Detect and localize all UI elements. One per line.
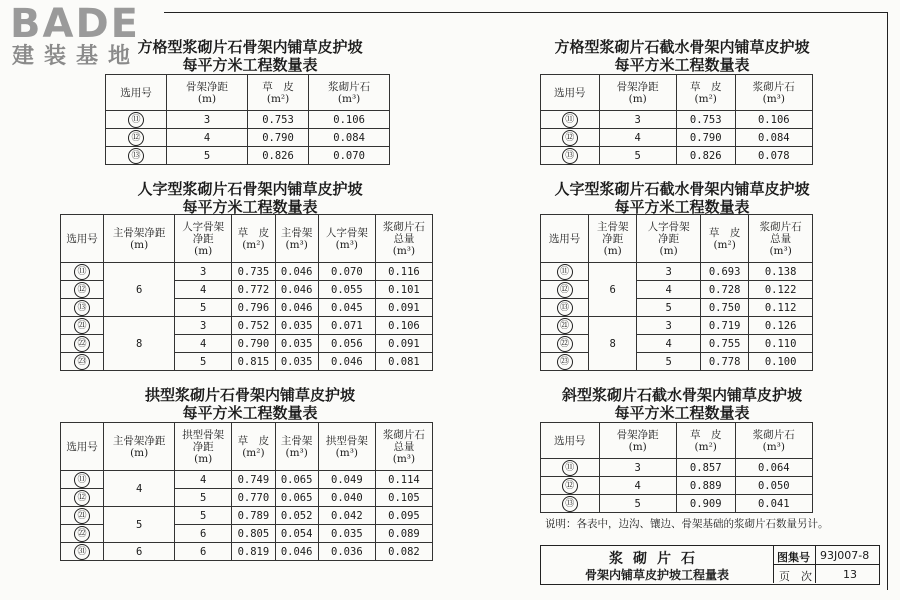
column-header: 选用号 — [541, 423, 600, 459]
value-cell: 0.070 — [318, 263, 375, 281]
value-cell: 0.082 — [375, 543, 432, 561]
value-cell: 0.084 — [309, 129, 390, 147]
value-cell: 5 — [175, 489, 232, 507]
table-title — [532, 180, 832, 216]
value-cell: 0.084 — [735, 129, 812, 147]
value-cell: 0.071 — [318, 317, 375, 335]
table-title-line2: 每平方米工程数量表 — [614, 198, 750, 216]
quantity-table-grid — [540, 74, 813, 165]
option-number-cell — [541, 263, 589, 281]
value-cell: 0.138 — [749, 263, 813, 281]
title-block-divider-v — [815, 546, 816, 583]
value-cell: 0.770 — [232, 489, 275, 507]
value-cell: 0.909 — [676, 495, 735, 513]
value-cell: 0.857 — [676, 459, 735, 477]
value-cell: 0.805 — [232, 525, 275, 543]
option-number: ⑪ — [74, 264, 90, 280]
value-cell: 0.112 — [749, 299, 813, 317]
value-cell: 0.753 — [247, 111, 308, 129]
option-number: ⑬ — [74, 300, 90, 316]
value-cell: 0.790 — [676, 129, 735, 147]
column-header: 主骨架 (m³) — [275, 423, 318, 471]
value-cell: 0.095 — [375, 507, 432, 525]
table-title-line2: 每平方米工程数量表 — [182, 198, 318, 216]
value-cell: 0.772 — [232, 281, 275, 299]
option-number: ⑪ — [74, 472, 90, 488]
option-number-cell — [61, 471, 104, 489]
main-spacing-cell: 6 — [104, 543, 175, 561]
column-header: 人字骨架 净距 (m) — [175, 215, 232, 263]
option-number: ⑬ — [562, 496, 578, 512]
value-cell: 5 — [637, 353, 701, 371]
option-number: ⑫ — [562, 130, 578, 146]
table-title — [532, 38, 832, 74]
table-title — [532, 386, 832, 422]
value-cell: 0.826 — [676, 147, 735, 165]
table-title — [100, 180, 400, 216]
table-row — [106, 147, 390, 165]
value-cell: 0.035 — [275, 353, 318, 371]
value-cell: 4 — [175, 471, 232, 489]
main-spacing-cell: 5 — [104, 507, 175, 543]
title-block — [540, 545, 880, 585]
column-header: 主骨架 (m³) — [275, 215, 318, 263]
value-cell: 0.819 — [232, 543, 275, 561]
option-number-cell — [541, 111, 600, 129]
value-cell: 0.735 — [232, 263, 275, 281]
value-cell: 5 — [637, 299, 701, 317]
value-cell: 3 — [599, 459, 676, 477]
title-block-name — [541, 546, 774, 583]
value-cell: 0.755 — [700, 335, 748, 353]
column-header: 浆砌片石 总量 (m³) — [749, 215, 813, 263]
value-cell: 4 — [175, 281, 232, 299]
table-row — [541, 129, 813, 147]
main-spacing-cell: 8 — [589, 317, 637, 371]
table-row — [61, 471, 433, 489]
value-cell: 0.065 — [275, 489, 318, 507]
option-number: ⑫ — [557, 282, 573, 298]
option-number: ㉓ — [74, 354, 90, 370]
atlas-label: 图集号 — [777, 551, 810, 564]
option-number-cell — [541, 335, 589, 353]
value-cell: 0.046 — [275, 263, 318, 281]
option-number: ㉒ — [74, 336, 90, 352]
option-number-cell — [541, 129, 600, 147]
value-cell: 0.040 — [318, 489, 375, 507]
table-row — [541, 281, 813, 299]
option-number-cell — [61, 353, 104, 371]
column-header: 骨架净距 (m) — [599, 423, 676, 459]
option-number-cell — [106, 111, 167, 129]
value-cell: 0.719 — [700, 317, 748, 335]
value-cell: 0.790 — [232, 335, 275, 353]
value-cell: 0.889 — [676, 477, 735, 495]
value-cell: 3 — [175, 317, 232, 335]
main-spacing-cell: 8 — [104, 317, 175, 371]
header-row — [61, 423, 433, 471]
option-number: ⑪ — [557, 264, 573, 280]
table-row — [541, 335, 813, 353]
option-number-cell — [61, 299, 104, 317]
value-cell: 4 — [175, 335, 232, 353]
value-cell: 0.728 — [700, 281, 748, 299]
table-row — [61, 507, 433, 525]
table-title-line2: 每平方米工程数量表 — [614, 404, 750, 422]
value-cell: 0.693 — [700, 263, 748, 281]
column-header: 主骨架净距 (m) — [104, 423, 175, 471]
table-title-line1: 方格型浆砌片石截水骨架内铺草皮护坡 — [554, 38, 810, 56]
value-cell: 0.750 — [700, 299, 748, 317]
table-row — [61, 263, 433, 281]
option-number: ⑫ — [562, 478, 578, 494]
table-title-line1: 人字型浆砌片石骨架内铺草皮护坡 — [137, 180, 363, 198]
herringbone-table-grid — [60, 214, 433, 371]
page-label: 页 次 — [779, 570, 812, 583]
header-row — [541, 423, 813, 459]
column-header: 草 皮 (m²) — [247, 75, 308, 111]
option-number: ⑪ — [562, 460, 578, 476]
value-cell: 0.046 — [275, 281, 318, 299]
option-number-cell — [61, 263, 104, 281]
table-title-line2: 每平方米工程数量表 — [182, 404, 318, 422]
header-row — [541, 75, 813, 111]
value-cell: 0.796 — [232, 299, 275, 317]
column-header: 草 皮 (m²) — [700, 215, 748, 263]
main-spacing-cell: 6 — [104, 263, 175, 317]
value-cell: 0.749 — [232, 471, 275, 489]
value-cell: 0.054 — [275, 525, 318, 543]
option-number: ⑬ — [557, 300, 573, 316]
column-header: 选用号 — [61, 215, 104, 263]
option-number-cell — [61, 507, 104, 525]
quantity-table-grid — [105, 74, 390, 165]
option-number: ㉒ — [74, 526, 90, 542]
page-value: 13 — [843, 568, 857, 581]
value-cell: 0.045 — [318, 299, 375, 317]
table-title-line2: 每平方米工程数量表 — [614, 56, 750, 74]
option-number-cell — [541, 495, 600, 513]
option-number-cell — [61, 525, 104, 543]
value-cell: 0.826 — [247, 147, 308, 165]
value-cell: 0.110 — [749, 335, 813, 353]
value-cell: 0.050 — [735, 477, 812, 495]
note-text: 说明：各表中，边沟、镶边、骨架基础的浆砌片石数量另计。 — [545, 518, 829, 530]
title-block-line1: 浆砌片石 — [609, 551, 705, 567]
value-cell: 0.789 — [232, 507, 275, 525]
value-cell: 0.056 — [318, 335, 375, 353]
value-cell: 0.106 — [735, 111, 812, 129]
table-row — [541, 147, 813, 165]
value-cell: 3 — [599, 111, 676, 129]
option-number: ⑫ — [74, 282, 90, 298]
header-row — [541, 215, 813, 263]
option-number-cell — [541, 459, 600, 477]
table-row — [61, 317, 433, 335]
column-header: 浆砌片石 总量 (m³) — [375, 423, 432, 471]
value-cell: 6 — [175, 543, 232, 561]
option-number-cell — [106, 129, 167, 147]
option-number-cell — [541, 353, 589, 371]
value-cell: 6 — [175, 525, 232, 543]
value-cell: 0.091 — [375, 299, 432, 317]
option-number: ⑫ — [74, 490, 90, 506]
table-row — [541, 317, 813, 335]
logo-sub-text: 建装基地 — [12, 44, 141, 69]
column-header: 选用号 — [541, 215, 589, 263]
title-block-line2: 骨架内铺草皮护坡工程量表 — [584, 568, 729, 582]
value-cell: 5 — [599, 147, 676, 165]
value-cell: 0.116 — [375, 263, 432, 281]
value-cell: 0.055 — [318, 281, 375, 299]
table-row — [106, 111, 390, 129]
value-cell: 0.046 — [275, 543, 318, 561]
option-number-cell — [106, 147, 167, 165]
table-row — [61, 543, 433, 561]
option-number: ⑬ — [128, 148, 144, 164]
table-row — [541, 263, 813, 281]
value-cell: 0.041 — [735, 495, 812, 513]
column-header: 选用号 — [541, 75, 600, 111]
table-title-line1: 拱型浆砌片石骨架内铺草皮护坡 — [144, 386, 355, 404]
value-cell: 0.752 — [232, 317, 275, 335]
option-number-cell — [61, 489, 104, 507]
value-cell: 4 — [637, 335, 701, 353]
column-header: 草 皮 (m²) — [232, 423, 275, 471]
column-header: 浆砌片石 (m³) — [309, 75, 390, 111]
atlas-value: 93J007-8 — [820, 549, 870, 562]
value-cell: 0.778 — [700, 353, 748, 371]
value-cell: 0.046 — [318, 353, 375, 371]
option-number: ㉒ — [557, 336, 573, 352]
option-number: ⑫ — [128, 130, 144, 146]
value-cell: 0.089 — [375, 525, 432, 543]
value-cell: 0.064 — [735, 459, 812, 477]
option-number: ㉑ — [74, 508, 90, 524]
value-cell: 4 — [599, 129, 676, 147]
column-header: 草 皮 (m²) — [676, 423, 735, 459]
header-row — [61, 215, 433, 263]
option-number-cell — [61, 317, 104, 335]
value-cell: 5 — [175, 353, 232, 371]
option-number-cell — [541, 477, 600, 495]
value-cell: 0.042 — [318, 507, 375, 525]
value-cell: 5 — [175, 507, 232, 525]
main-spacing-cell: 4 — [104, 471, 175, 507]
value-cell: 0.100 — [749, 353, 813, 371]
option-number-cell — [61, 543, 104, 561]
option-number-cell — [541, 317, 589, 335]
value-cell: 0.105 — [375, 489, 432, 507]
logo-main-text: BADE — [10, 1, 140, 47]
value-cell: 0.078 — [735, 147, 812, 165]
option-number: ㉓ — [557, 354, 573, 370]
value-cell: 0.035 — [275, 317, 318, 335]
table-title — [100, 386, 400, 422]
value-cell: 0.091 — [375, 335, 432, 353]
option-number-cell — [541, 147, 600, 165]
value-cell: 0.126 — [749, 317, 813, 335]
value-cell: 3 — [637, 317, 701, 335]
column-header: 浆砌片石 总量 (m³) — [375, 215, 432, 263]
arch-table-grid — [60, 422, 433, 561]
column-header: 骨架净距 (m) — [167, 75, 248, 111]
value-cell: 0.049 — [318, 471, 375, 489]
option-number: ㉛ — [74, 544, 90, 560]
option-number: ⑬ — [562, 148, 578, 164]
value-cell: 5 — [175, 299, 232, 317]
option-number: ⑪ — [128, 112, 144, 128]
value-cell: 3 — [167, 111, 248, 129]
option-number: ㉑ — [74, 318, 90, 334]
column-header: 主骨架净距 (m) — [104, 215, 175, 263]
column-header: 主骨架 净距 (m) — [589, 215, 637, 263]
option-number-cell — [541, 299, 589, 317]
option-number: ⑪ — [562, 112, 578, 128]
option-number-cell — [61, 281, 104, 299]
column-header: 选用号 — [61, 423, 104, 471]
table-row — [541, 459, 813, 477]
table-row — [106, 129, 390, 147]
herringbone-interception-table-grid — [540, 214, 813, 371]
value-cell: 0.790 — [247, 129, 308, 147]
value-cell: 0.052 — [275, 507, 318, 525]
column-header: 浆砌片石 (m³) — [735, 423, 812, 459]
diagonal-table-grid — [540, 422, 813, 513]
value-cell: 0.122 — [749, 281, 813, 299]
column-header: 拱型骨架 (m³) — [318, 423, 375, 471]
table-title-line1: 斜型浆砌片石截水骨架内铺草皮护坡 — [561, 386, 802, 404]
value-cell: 3 — [175, 263, 232, 281]
table-title — [100, 38, 400, 74]
table-row — [541, 353, 813, 371]
value-cell: 0.070 — [309, 147, 390, 165]
column-header: 草 皮 (m²) — [676, 75, 735, 111]
column-header: 人字骨架 净距 (m) — [637, 215, 701, 263]
value-cell: 0.106 — [309, 111, 390, 129]
column-header: 拱型骨架 净距 (m) — [175, 423, 232, 471]
value-cell: 0.081 — [375, 353, 432, 371]
value-cell: 0.106 — [375, 317, 432, 335]
option-number-cell — [541, 281, 589, 299]
column-header: 骨架净距 (m) — [599, 75, 676, 111]
header-row — [106, 75, 390, 111]
table-row — [541, 111, 813, 129]
value-cell: 4 — [637, 281, 701, 299]
value-cell: 0.753 — [676, 111, 735, 129]
value-cell: 0.065 — [275, 471, 318, 489]
value-cell: 0.101 — [375, 281, 432, 299]
value-cell: 5 — [599, 495, 676, 513]
value-cell: 0.035 — [318, 525, 375, 543]
column-header: 浆砌片石 (m³) — [735, 75, 812, 111]
value-cell: 5 — [167, 147, 248, 165]
value-cell: 0.046 — [275, 299, 318, 317]
option-number: ㉑ — [557, 318, 573, 334]
value-cell: 0.035 — [275, 335, 318, 353]
value-cell: 4 — [167, 129, 248, 147]
main-spacing-cell: 6 — [589, 263, 637, 317]
table-row — [541, 495, 813, 513]
value-cell: 3 — [637, 263, 701, 281]
value-cell: 0.036 — [318, 543, 375, 561]
option-number-cell — [61, 335, 104, 353]
table-title-line1: 人字型浆砌片石截水骨架内铺草皮护坡 — [554, 180, 810, 198]
table-title-line1: 方格型浆砌片石骨架内铺草皮护坡 — [137, 38, 363, 56]
value-cell: 0.815 — [232, 353, 275, 371]
table-row — [541, 299, 813, 317]
table-row — [541, 477, 813, 495]
value-cell: 4 — [599, 477, 676, 495]
column-header: 人字骨架 (m³) — [318, 215, 375, 263]
table-title-line2: 每平方米工程数量表 — [182, 56, 318, 74]
column-header: 草 皮 (m²) — [232, 215, 275, 263]
title-block-divider-h — [773, 564, 879, 565]
column-header: 选用号 — [106, 75, 167, 111]
value-cell: 0.114 — [375, 471, 432, 489]
